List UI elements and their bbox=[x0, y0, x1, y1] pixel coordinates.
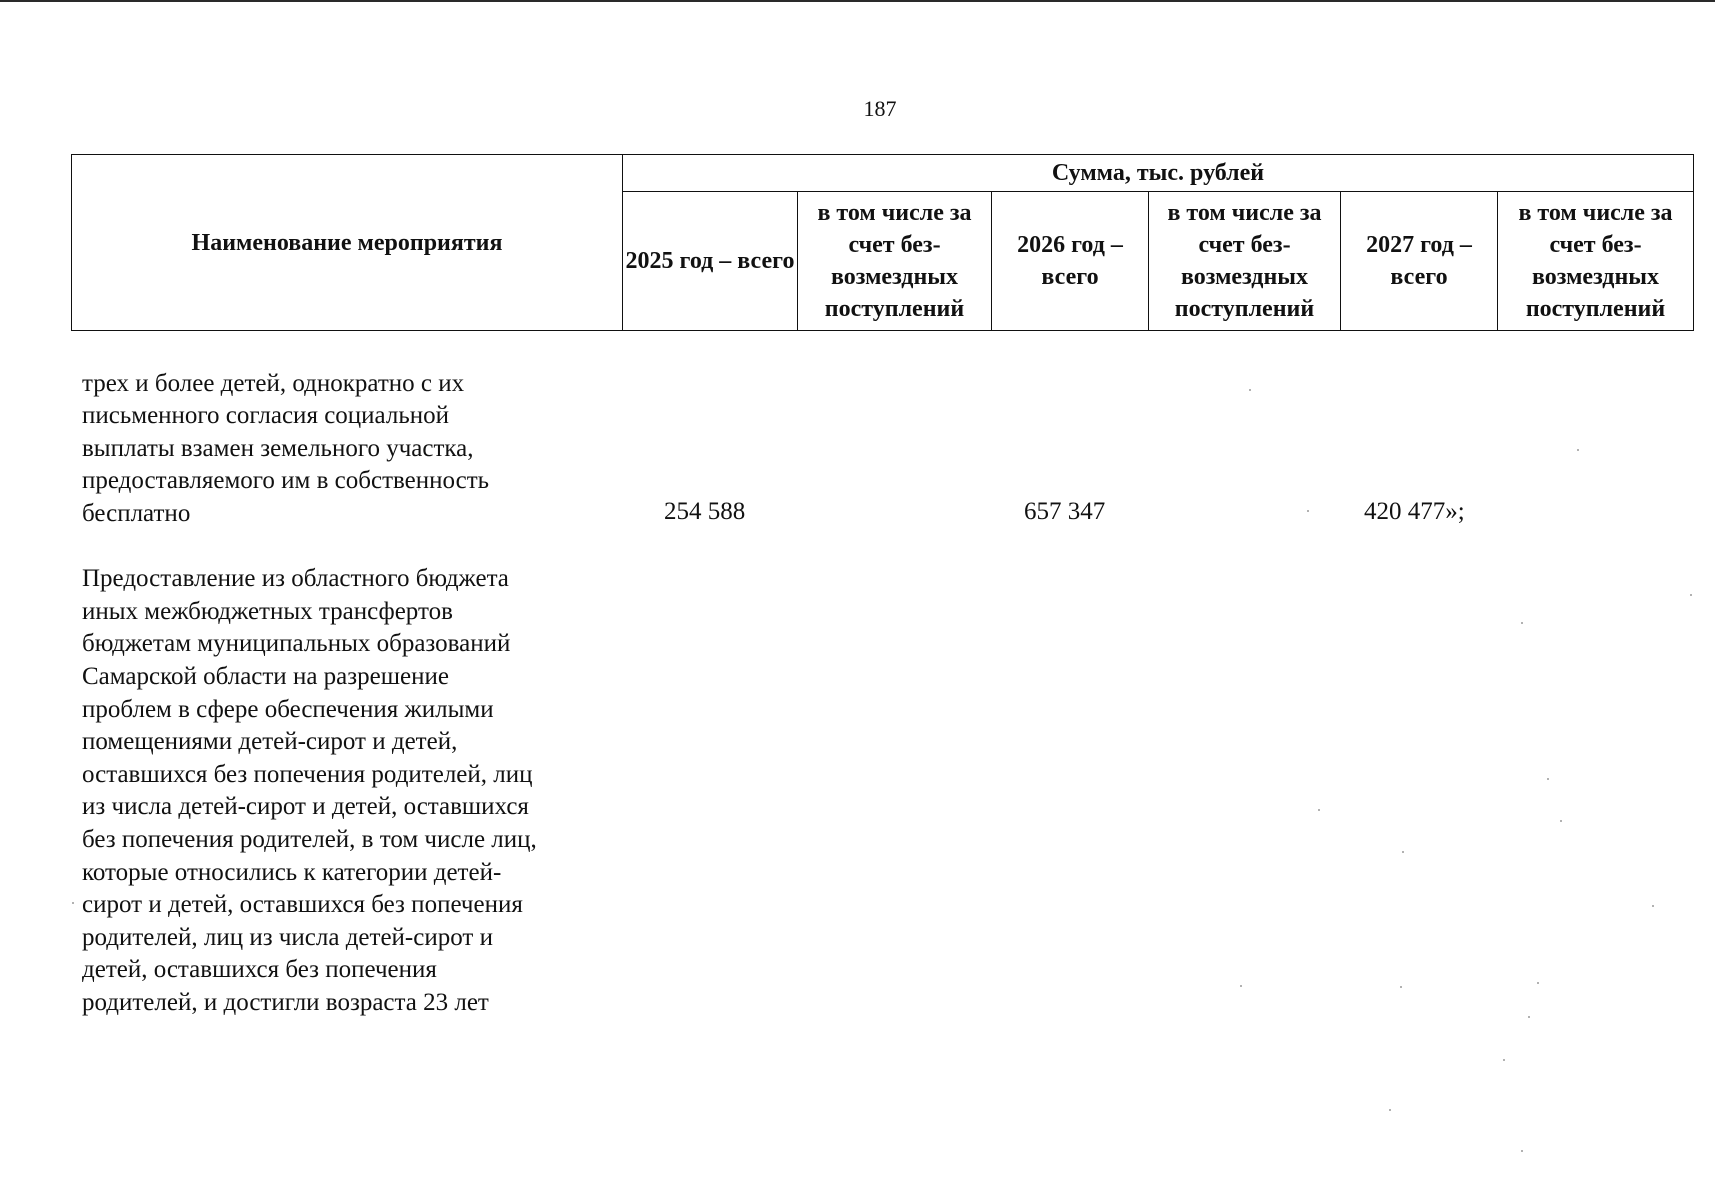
scan-speck bbox=[1389, 1109, 1391, 1111]
row-2-value-2025: 254 588 bbox=[664, 498, 746, 525]
row-1-name: трех и более детей, однократно с их письменного согласия социальной выплаты взамен земельного участка, предоставляемого им в собственность бесплатно bbox=[82, 369, 490, 527]
column-header-2027-total: 2027 год – всего bbox=[1341, 192, 1498, 331]
scan-speck bbox=[1249, 389, 1251, 391]
scan-speck bbox=[72, 902, 74, 904]
row-2-name: Предоставление из областного бюджета иных межбюджетных трансфертов бюджетам муниципальных образований Самарской области на разрешение проблем в сфере обеспечения жилыми помещениями детей-сирот и детей, оставшихся без попечения родителей, лиц из числа детей-сирот и детей, оставшихся без попечения родителей, в том числе лиц, которые относились к категории детей- сирот и детей, оставшихся без попечения родителей, лиц из числа детей-сирот и детей, оставшихся без попечения родителей, и достигли возраста 23 лет bbox=[82, 565, 537, 1016]
page-number: 187 bbox=[863, 96, 897, 121]
scan-speck bbox=[1521, 1150, 1523, 1152]
scan-speck bbox=[1560, 820, 1562, 822]
budget-table-header bbox=[71, 154, 1694, 331]
scan-speck bbox=[1318, 809, 1320, 811]
scan-speck bbox=[1547, 778, 1549, 780]
column-header-name: Наименование мероприятия bbox=[72, 155, 623, 331]
scan-speck bbox=[1307, 510, 1309, 512]
column-header-2026-total: 2026 год – всего bbox=[992, 192, 1149, 331]
scan-edge-line bbox=[0, 0, 1715, 2]
table-body-names bbox=[82, 335, 622, 1052]
scan-speck bbox=[1402, 851, 1404, 853]
scan-speck bbox=[1240, 985, 1242, 987]
scan-speck bbox=[1528, 1016, 1530, 1018]
row-2-value-2026: 657 347 bbox=[1024, 498, 1106, 525]
column-header-2025-total: 2025 год – всего bbox=[623, 192, 798, 331]
scan-speck bbox=[1652, 905, 1654, 907]
column-header-2025-free: в том числе за счет без-возмездных поступлений bbox=[798, 192, 992, 331]
scan-speck bbox=[1537, 982, 1539, 984]
column-header-2027-free: в том числе за счет без-возмездных поступлений bbox=[1498, 192, 1694, 331]
scan-speck bbox=[1521, 622, 1523, 624]
scan-speck bbox=[1690, 594, 1692, 596]
scan-speck bbox=[1577, 449, 1579, 451]
scan-speck bbox=[1503, 1059, 1505, 1061]
row-2-value-2027: 420 477»; bbox=[1364, 498, 1465, 525]
column-header-2026-free: в том числе за счет без-возмездных поступлений bbox=[1149, 192, 1341, 331]
scan-speck bbox=[1400, 986, 1402, 988]
column-header-sum: Сумма, тыс. рублей bbox=[623, 155, 1694, 192]
